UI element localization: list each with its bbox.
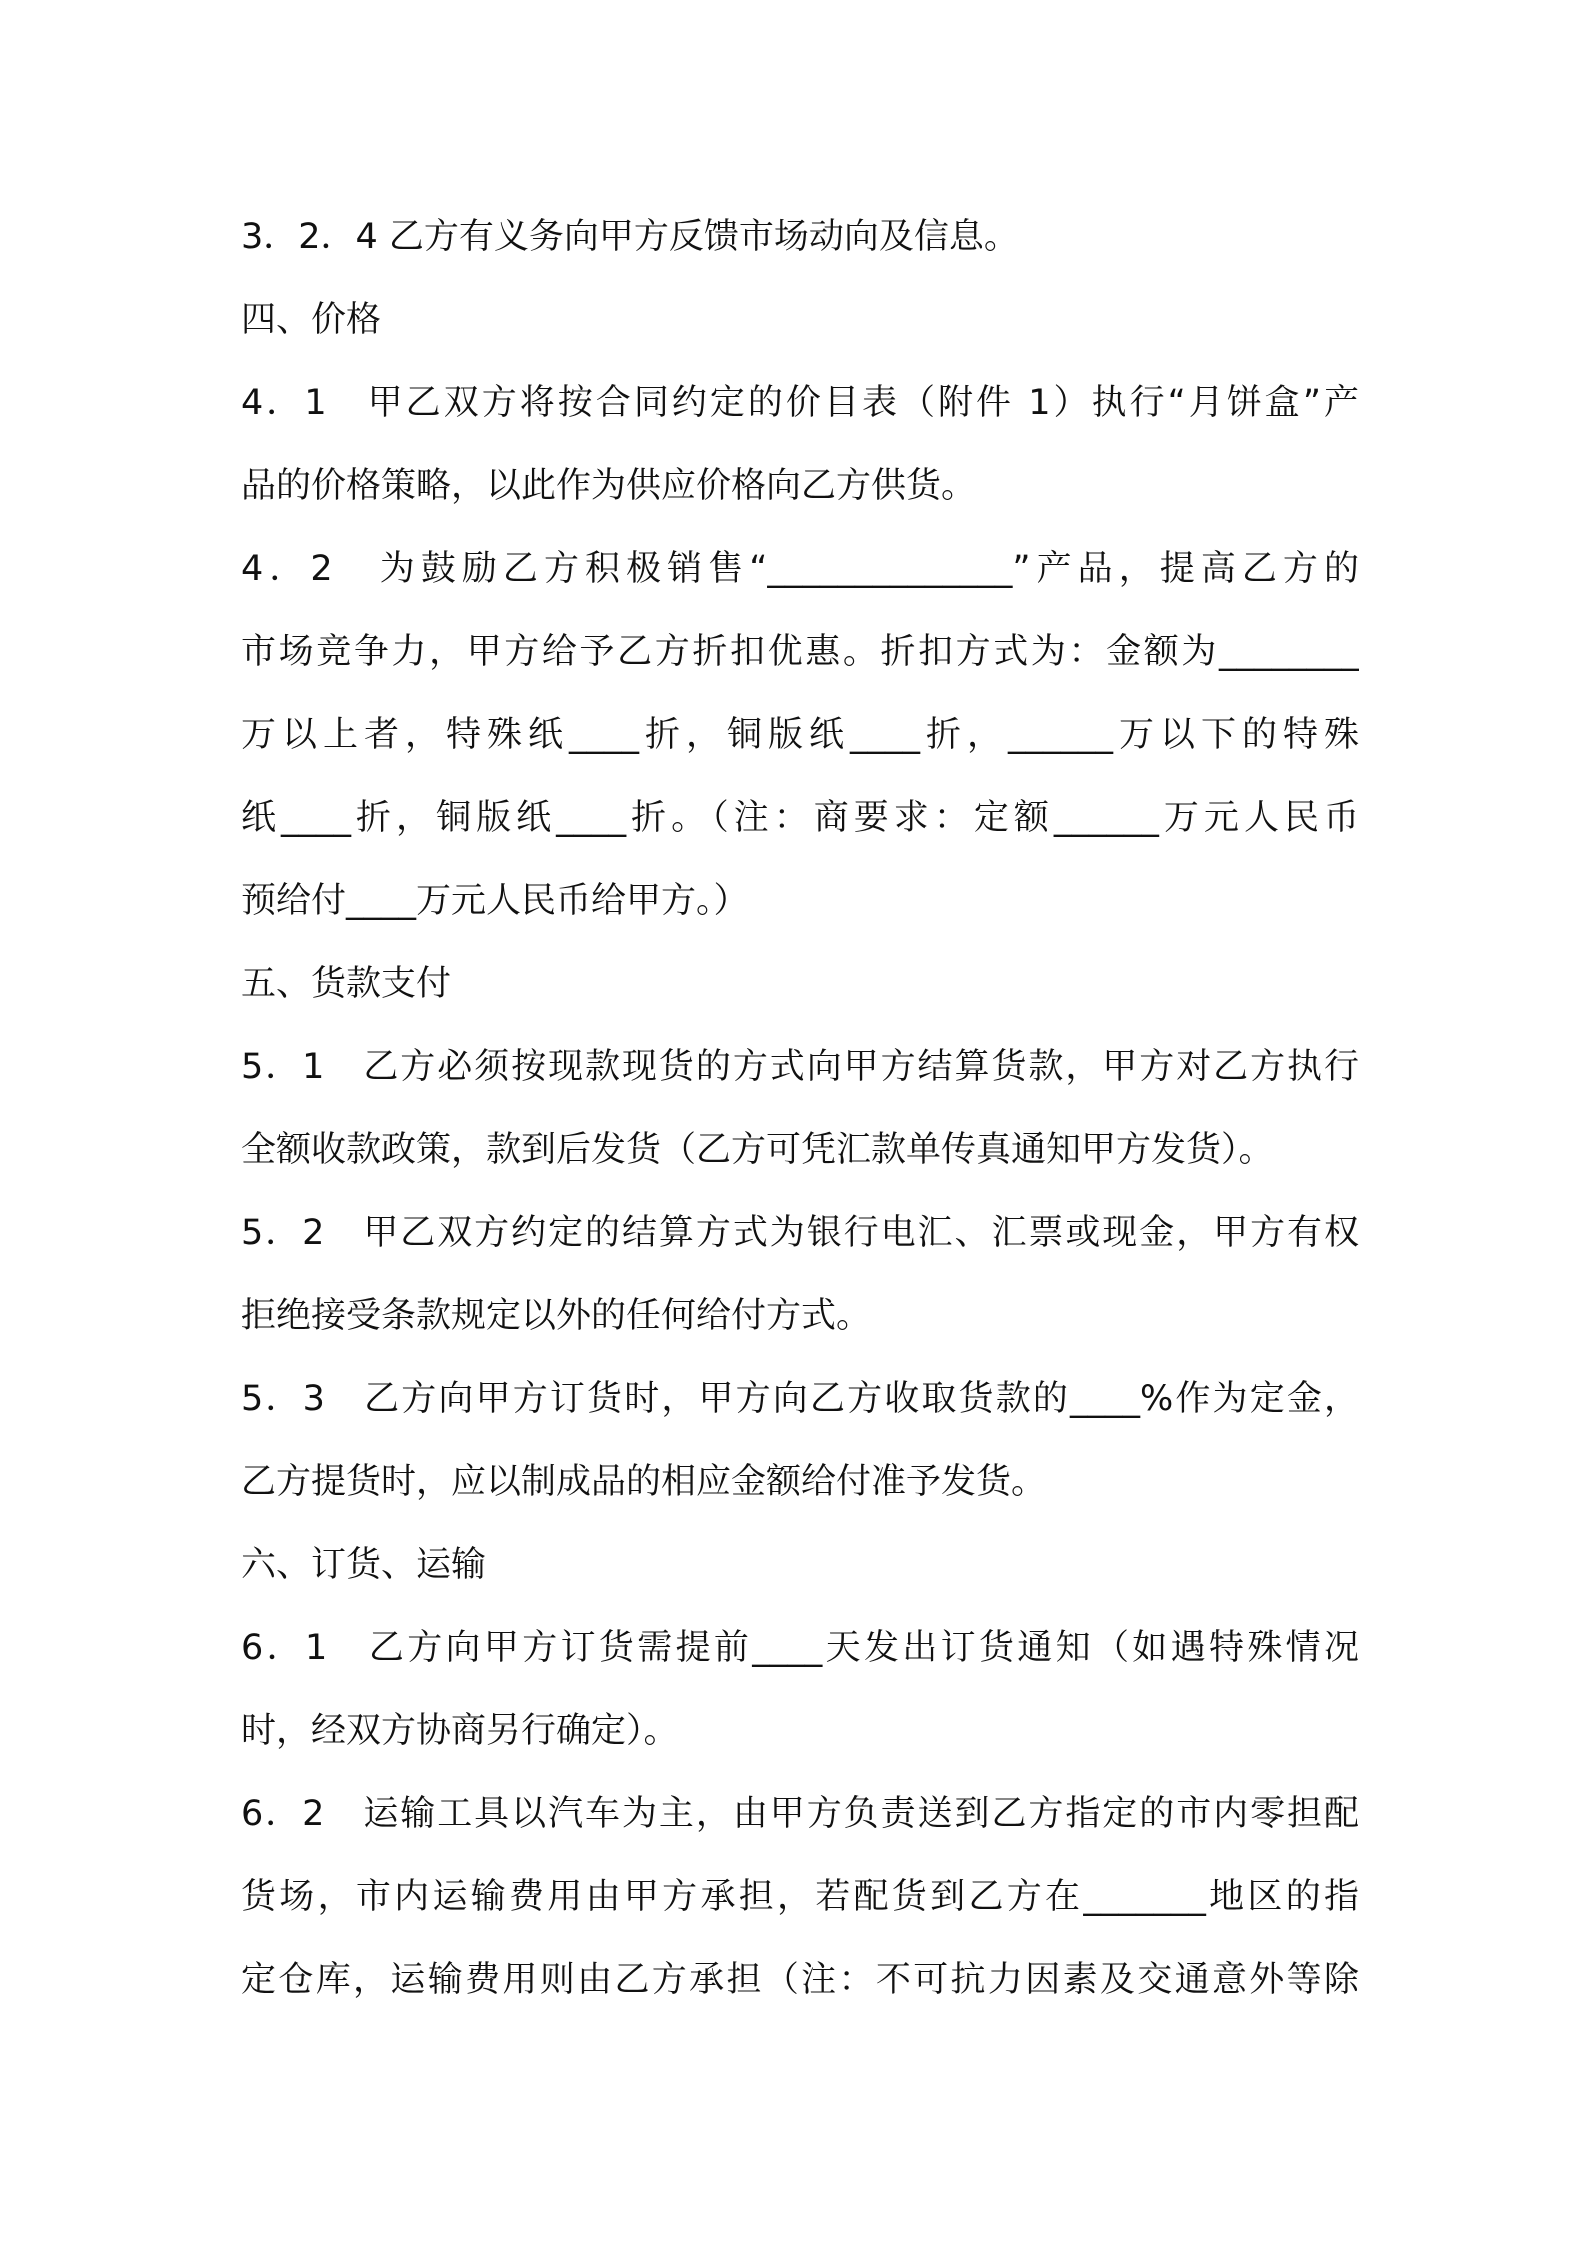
clause-4-2-line-3: 万以上者，特殊纸____折，铜版纸____折，______万以下的特殊: [241, 715, 1359, 755]
clause-3-2-4: 3．2．4 乙方有义务向甲方反馈市场动向及信息。: [241, 217, 1019, 257]
clause-4-2-line-2: 市场竞争力，甲方给予乙方折扣优惠。折扣方式为：金额为________: [241, 632, 1359, 672]
contract-page: [241, 196, 1359, 2022]
section-heading-ordering-transport: 六、订货、运输: [241, 1545, 487, 1585]
clause-4-1-line-2: 品的价格策略，以此作为供应价格向乙方供货。: [241, 466, 977, 506]
clause-5-3-line-2: 乙方提货时，应以制成品的相应金额给付准予发货。: [241, 1462, 1047, 1502]
clause-4-1-line-1: 4．1 甲乙双方将按合同约定的价目表（附件 1）执行“月饼盒”产: [241, 383, 1359, 423]
clause-6-1-line-2: 时，经双方协商另行确定）。: [241, 1711, 679, 1751]
clause-5-2-line-1: 5．2 甲乙双方约定的结算方式为银行电汇、汇票或现金，甲方有权: [241, 1213, 1359, 1253]
clause-6-1-line-1: 6．1 乙方向甲方订货需提前____天发出订货通知（如遇特殊情况: [241, 1628, 1359, 1668]
section-heading-price: 四、价格: [241, 300, 382, 340]
clause-4-2-line-5: 预给付____万元人民币给甲方。）: [241, 881, 749, 921]
section-heading-payment: 五、货款支付: [241, 964, 452, 1004]
clause-4-2-line-4: 纸____折，铜版纸____折。（注：商要求：定额______万元人民币: [241, 798, 1359, 838]
clause-5-1-line-2: 全额收款政策，款到后发货（乙方可凭汇款单传真通知甲方发货）。: [241, 1130, 1274, 1170]
clause-4-2-line-1: 4．2 为鼓励乙方积极销售“______________”产品，提高乙方的: [241, 549, 1359, 589]
clause-6-2-line-1: 6．2 运输工具以汽车为主，由甲方负责送到乙方指定的市内零担配: [241, 1794, 1359, 1834]
clause-5-2-line-2: 拒绝接受条款规定以外的任何给付方式。: [241, 1296, 872, 1336]
clause-5-1-line-1: 5．1 乙方必须按现款现货的方式向甲方结算货款，甲方对乙方执行: [241, 1047, 1359, 1087]
clause-6-2-line-2: 货场，市内运输费用由甲方承担，若配货到乙方在_______地区的指: [241, 1877, 1359, 1917]
clause-6-2-line-3: 定仓库，运输费用则由乙方承担（注：不可抗力因素及交通意外等除: [241, 1960, 1359, 2000]
clause-5-3-line-1: 5．3 乙方向甲方订货时，甲方向乙方收取货款的____%作为定金，: [241, 1379, 1359, 1419]
